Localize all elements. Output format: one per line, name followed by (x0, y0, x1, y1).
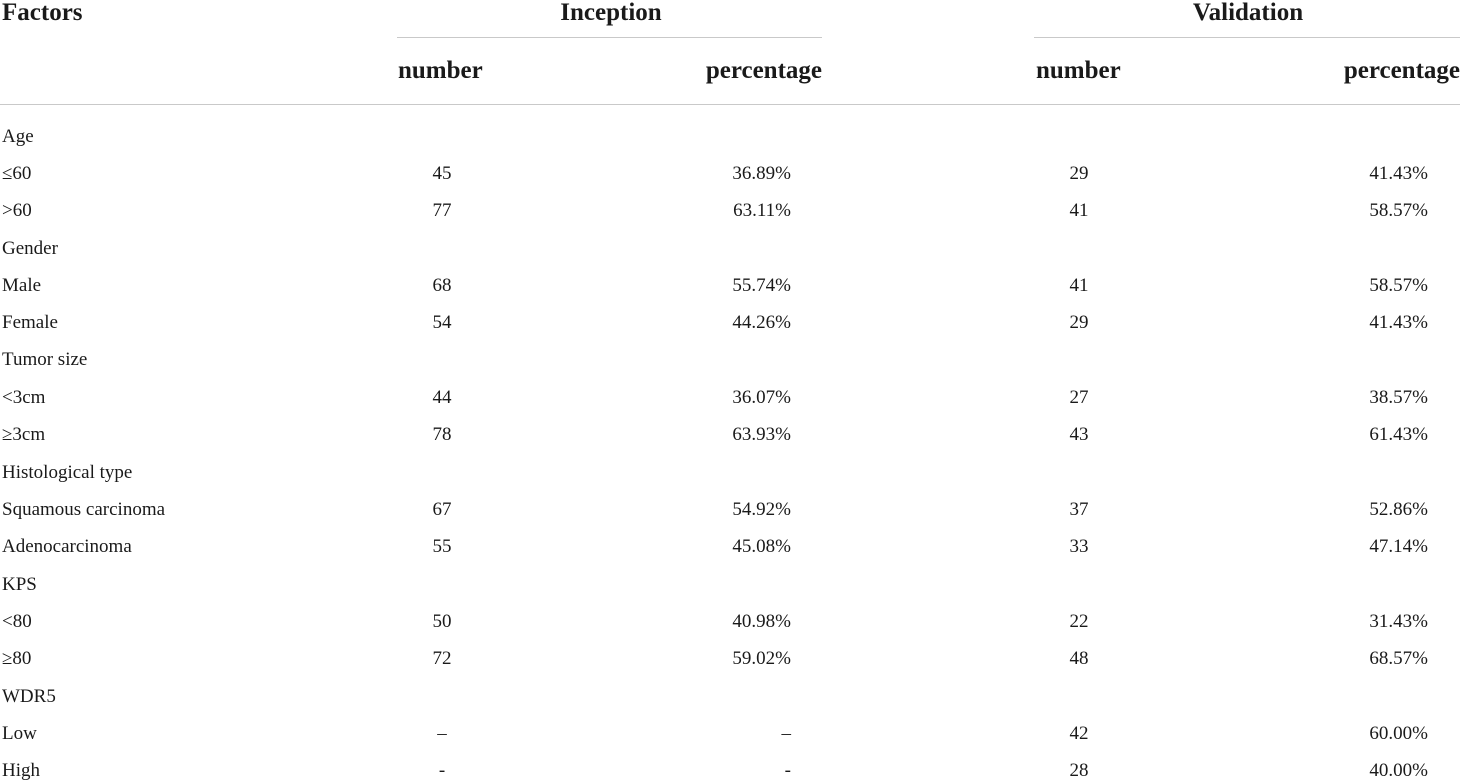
inception-percentage-cell: 59.02% (732, 648, 791, 669)
inception-percentage-cell: 54.92% (732, 499, 791, 520)
factor-cell: <80 (2, 611, 32, 632)
factor-cell: Male (2, 275, 42, 296)
inception-number-cell: 68 (432, 275, 452, 296)
inception-number-cell: 54 (432, 312, 452, 333)
inception-percentage-cell: 63.11% (733, 200, 791, 221)
validation-percentage-cell: 68.57% (1369, 648, 1428, 669)
inception-number-cell: 44 (432, 387, 452, 408)
validation-percentage-cell: 60.00% (1369, 723, 1428, 744)
validation-number-cell: 29 (1069, 163, 1089, 184)
inception-number-cell: 45 (432, 163, 452, 184)
inception-number-cell: 67 (432, 499, 452, 520)
inception-number-cell: 77 (432, 200, 452, 221)
validation-number-cell: 33 (1069, 536, 1089, 557)
factor-cell: WDR5 (2, 686, 56, 707)
inception-number-cell: 50 (432, 611, 452, 632)
header-validation: Validation (1192, 0, 1304, 26)
inception-percentage-cell: - (784, 760, 791, 781)
factor-cell: <3cm (2, 387, 46, 408)
factor-cell: ≤60 (2, 163, 32, 184)
validation-number-cell: 48 (1069, 648, 1089, 669)
validation-number-cell: 42 (1069, 723, 1089, 744)
factor-cell: Histological type (2, 462, 133, 483)
factor-cell: High (2, 760, 40, 781)
header-bottom-rule (0, 104, 1460, 105)
validation-number-cell: 41 (1069, 200, 1089, 221)
validation-number-cell: 29 (1069, 312, 1089, 333)
factor-cell: >60 (2, 200, 32, 221)
validation-number-cell: 22 (1069, 611, 1089, 632)
validation-number-cell: 43 (1069, 424, 1089, 445)
factor-cell: Gender (2, 238, 58, 259)
header-inception: Inception (560, 0, 662, 26)
validation-percentage-cell: 58.57% (1369, 200, 1428, 221)
factor-cell: ≥3cm (2, 424, 46, 445)
validation-percentage-cell: 41.43% (1369, 312, 1428, 333)
inception-number-cell: - (438, 760, 446, 781)
factor-cell: Female (2, 312, 58, 333)
factor-cell: Tumor size (2, 349, 88, 370)
inception-percentage-cell: 40.98% (732, 611, 791, 632)
inception-number-cell: 55 (432, 536, 452, 557)
inception-percentage-cell: 44.26% (732, 312, 791, 333)
validation-percentage-cell: 61.43% (1369, 424, 1428, 445)
validation-percentage-cell: 40.00% (1369, 760, 1428, 781)
inception-percentage-cell: 45.08% (732, 536, 791, 557)
validation-percentage-cell: 31.43% (1369, 611, 1428, 632)
factor-cell: Low (2, 723, 37, 744)
factor-cell: Squamous carcinoma (2, 499, 166, 520)
inception-number-cell: 72 (432, 648, 452, 669)
inception-percentage-cell: 63.93% (732, 424, 791, 445)
inception-percentage-cell: 55.74% (732, 275, 791, 296)
validation-group-rule (1034, 37, 1460, 38)
header-factors: Factors (2, 0, 83, 26)
header-validation-number: number (1036, 57, 1121, 84)
validation-number-cell: 28 (1069, 760, 1089, 781)
validation-number-cell: 41 (1069, 275, 1089, 296)
validation-percentage-cell: 52.86% (1369, 499, 1428, 520)
factor-cell: Age (2, 126, 34, 147)
validation-number-cell: 27 (1069, 387, 1089, 408)
inception-number-cell: 78 (432, 424, 452, 445)
factor-cell: Adenocarcinoma (2, 536, 132, 557)
inception-number-cell: – (437, 723, 447, 744)
validation-percentage-cell: 41.43% (1369, 163, 1428, 184)
validation-percentage-cell: 58.57% (1369, 275, 1428, 296)
inception-percentage-cell: 36.89% (732, 163, 791, 184)
factor-cell: KPS (2, 574, 37, 595)
validation-percentage-cell: 47.14% (1369, 536, 1428, 557)
inception-percentage-cell: 36.07% (732, 387, 791, 408)
header-validation-percentage: percentage (1343, 57, 1460, 84)
header-inception-number: number (398, 57, 483, 84)
validation-number-cell: 37 (1069, 499, 1089, 520)
inception-percentage-cell: – (781, 723, 791, 744)
inception-group-rule (397, 37, 822, 38)
factor-cell: ≥80 (2, 648, 32, 669)
validation-percentage-cell: 38.57% (1369, 387, 1428, 408)
header-inception-percentage: percentage (705, 57, 822, 84)
